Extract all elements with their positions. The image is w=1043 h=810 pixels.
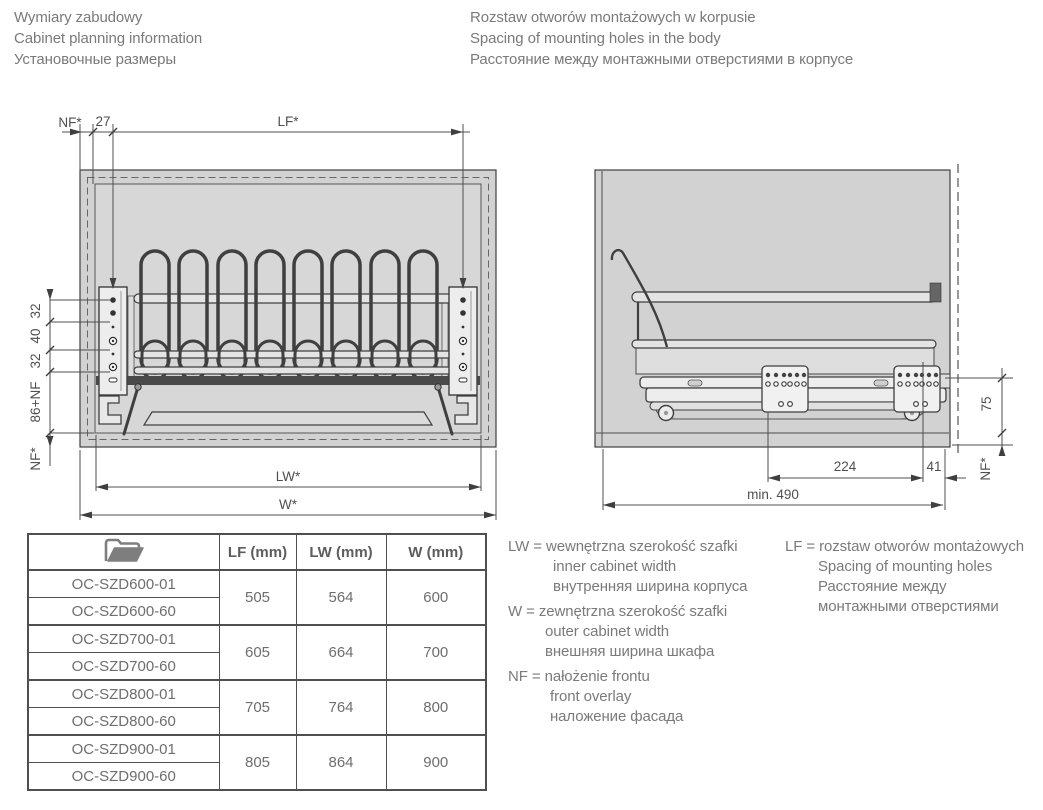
- dim-label-32b: 32: [28, 353, 43, 369]
- lf-value-cell: 805: [219, 735, 296, 790]
- legend-entry-w: [508, 602, 776, 662]
- model-cell: OC-SZD600-01: [28, 570, 219, 598]
- legend-nf-line-pl: NF = nałożenie frontu: [508, 668, 650, 685]
- header-left-line-pl: Wymiary zabudowy: [14, 9, 143, 26]
- dim-label-27: 27: [95, 114, 111, 129]
- dim-label-41: 41: [926, 459, 942, 474]
- side-bottom-dimensions: [603, 449, 966, 510]
- lw-value-cell: 564: [296, 570, 386, 625]
- lw-value-cell: 764: [296, 680, 386, 735]
- legend-entry-nf: [508, 667, 776, 727]
- dim-label-min490: min. 490: [747, 487, 799, 502]
- model-cell: OC-SZD900-01: [28, 735, 219, 763]
- legend-left: [508, 537, 776, 732]
- legend-entry-lf: [785, 537, 1035, 617]
- mounting-bracket-right: [449, 287, 477, 395]
- legend-lf-line-ru1: Расстояние между: [818, 578, 947, 595]
- mounting-bracket-left: [99, 287, 127, 395]
- legend-entry-lw: [508, 537, 776, 597]
- dim-label-lf: LF*: [277, 114, 299, 129]
- lf-value-cell: 505: [219, 570, 296, 625]
- dim-label-224: 224: [833, 459, 857, 474]
- header-right-line-en: Spacing of mounting holes in the body: [470, 30, 721, 47]
- dim-label-86nf: 86+NF: [28, 381, 43, 423]
- header-right-line-pl: Rozstaw otworów montażowych w korpusie: [470, 9, 756, 26]
- header-right-line-ru: Расстояние между монтажными отверстиями в корпусе: [470, 51, 854, 68]
- mounting-plate-rear: [762, 366, 808, 412]
- front-view-diagram: [28, 114, 496, 520]
- legend-lw-line-ru: внутренняя ширина корпуса: [553, 578, 748, 595]
- w-value-cell: 700: [386, 625, 486, 680]
- dim-label-lw: LW*: [275, 469, 301, 484]
- legend-w-line-en: outer cabinet width: [545, 623, 670, 640]
- lw-value-cell: 664: [296, 625, 386, 680]
- header-left-line-ru: Установочные размеры: [14, 51, 177, 68]
- model-cell: OC-SZD700-60: [28, 653, 219, 681]
- table-row: [28, 625, 486, 653]
- lf-value-cell: 705: [219, 680, 296, 735]
- legend-lf-line-pl: LF = rozstaw otworów montażowych: [785, 538, 1024, 555]
- side-view-diagram: [595, 164, 1013, 510]
- column-header-w: W (mm): [386, 534, 486, 570]
- dim-label-nf-left: NF*: [28, 447, 43, 471]
- legend-right: [785, 537, 1035, 622]
- spec-table: [27, 533, 487, 791]
- lf-value-cell: 605: [219, 625, 296, 680]
- drip-tray: [144, 412, 432, 425]
- legend-lw-line-pl: LW = wewnętrzna szerokość szafki: [508, 538, 738, 555]
- legend-lw-line-en: inner cabinet width: [553, 558, 677, 575]
- legend-lf-line-en: Spacing of mounting holes: [818, 558, 993, 575]
- table-header-icon-cell: [28, 534, 219, 570]
- table-header-row: [28, 534, 486, 570]
- dim-label-40: 40: [28, 328, 43, 344]
- legend-w-line-ru: внешняя ширина шкафа: [545, 643, 715, 660]
- header-left-line-en: Cabinet planning information: [14, 30, 203, 47]
- legend-w-line-pl: W = zewnętrzna szerokość szafki: [508, 603, 728, 620]
- table-row: [28, 570, 486, 598]
- w-value-cell: 800: [386, 680, 486, 735]
- legend-lf-line-ru2: монтажными отверстиями: [818, 598, 999, 615]
- column-header-lw: LW (mm): [296, 534, 386, 570]
- dim-label-w: W*: [279, 497, 297, 512]
- table-row: [28, 680, 486, 708]
- dim-label-nf-side: NF*: [978, 457, 993, 481]
- cabinet-side: [595, 164, 958, 458]
- w-value-cell: 600: [386, 570, 486, 625]
- model-cell: OC-SZD900-60: [28, 763, 219, 791]
- dim-label-32a: 32: [28, 303, 43, 319]
- mounting-plate-front: [894, 366, 940, 412]
- model-cell: OC-SZD800-01: [28, 680, 219, 708]
- legend-nf-line-ru: наложение фасада: [550, 708, 684, 725]
- model-cell: OC-SZD800-60: [28, 708, 219, 736]
- model-cell: OC-SZD700-01: [28, 625, 219, 653]
- w-value-cell: 900: [386, 735, 486, 790]
- front-bottom-dimensions: [80, 435, 496, 520]
- model-cell: OC-SZD600-60: [28, 598, 219, 626]
- column-header-lf: LF (mm): [219, 534, 296, 570]
- legend-nf-line-en: front overlay: [550, 688, 632, 705]
- dim-label-75: 75: [979, 396, 994, 412]
- folder-icon: [103, 537, 145, 564]
- lw-value-cell: 864: [296, 735, 386, 790]
- table-row: [28, 735, 486, 763]
- dim-label-nf-top: NF*: [58, 115, 82, 130]
